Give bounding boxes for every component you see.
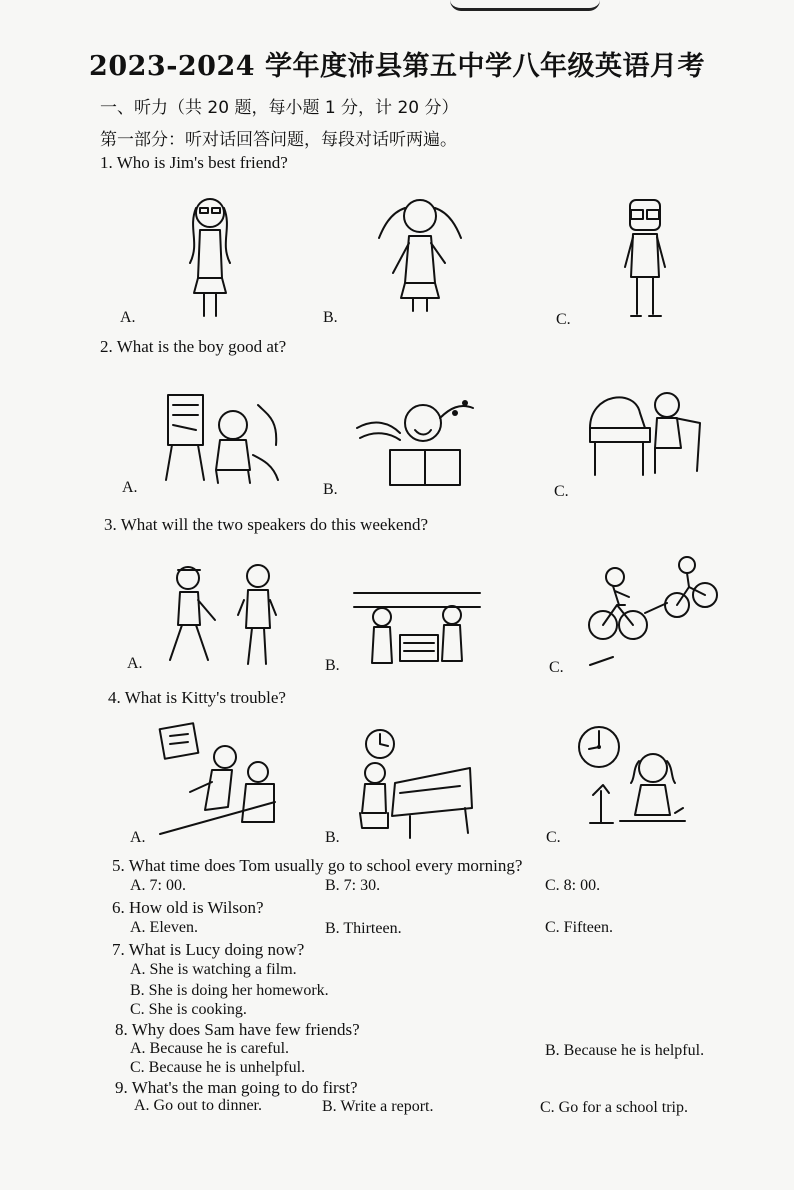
q3-option-c[interactable]: C. — [549, 659, 564, 676]
exam-title: 2023-2024 学年度沛县第五中学八年级英语月考 — [89, 51, 705, 82]
q8-option-c[interactable]: C. Because he is unhelpful. — [130, 1059, 306, 1076]
q6-option-b[interactable]: B. Thirteen. — [325, 920, 402, 937]
q2-option-a[interactable]: A. — [122, 479, 138, 496]
section-heading: 一、听力（共 20 题，每小题 1 分，计 20 分） — [100, 98, 459, 118]
question-5-stem: 5. What time does Tom usually go to school every morning? — [112, 856, 523, 875]
q7-option-a[interactable]: A. She is watching a film. — [130, 961, 297, 978]
q4-option-b[interactable]: B. — [325, 829, 340, 846]
q8-option-a[interactable]: A. Because he is careful. — [130, 1040, 290, 1057]
q2-option-b[interactable]: B. — [323, 481, 338, 498]
question-6-stem: 6. How old is Wilson? — [112, 898, 264, 917]
question-8-stem: 8. Why does Sam have few friends? — [115, 1020, 360, 1039]
q2-picture-c-boy-piano — [585, 383, 705, 488]
q2-picture-a-boy-painting — [158, 385, 283, 490]
question-1-stem: 1. Who is Jim's best friend? — [100, 153, 288, 172]
q7-option-b[interactable]: B. She is doing her homework. — [130, 982, 329, 999]
q2-picture-b-boy-singing — [355, 388, 475, 493]
scan-edge-mark — [450, 0, 600, 11]
q6-option-c[interactable]: C. Fifteen. — [545, 919, 613, 936]
q3-option-b[interactable]: B. — [325, 657, 340, 674]
q1-picture-c-boy-glasses — [615, 192, 675, 327]
q4-picture-c-girl-homework-clock — [575, 723, 690, 843]
q5-option-b[interactable]: B. 7: 30. — [325, 877, 381, 894]
question-7-stem: 7. What is Lucy doing now? — [112, 940, 305, 959]
q3-picture-b-shopping-market — [352, 585, 482, 670]
q6-option-a[interactable]: A. Eleven. — [130, 919, 198, 936]
question-9-stem: 9. What's the man going to do first? — [115, 1078, 358, 1097]
q5-option-c[interactable]: C. 8: 00. — [545, 877, 601, 894]
q3-picture-a-two-people-hiking — [160, 560, 285, 675]
q1-picture-b-girl-pigtails — [375, 188, 465, 318]
part-instructions: 第一部分：听对话回答问题，每段对话听两遍。 — [100, 130, 457, 150]
q7-option-c[interactable]: C. She is cooking. — [130, 1001, 247, 1018]
q2-option-c[interactable]: C. — [554, 483, 569, 500]
question-3-stem: 3. What will the two speakers do this weekend? — [104, 515, 429, 534]
q9-option-c[interactable]: C. Go for a school trip. — [540, 1099, 688, 1116]
q8-option-b[interactable]: B. Because he is helpful. — [545, 1042, 705, 1059]
q9-option-a[interactable]: A. Go out to dinner. — [134, 1097, 262, 1114]
question-4-stem: 4. What is Kitty's trouble? — [108, 688, 286, 707]
question-2-stem: 2. What is the boy good at? — [100, 337, 287, 356]
q3-picture-c-riding-bikes — [585, 555, 720, 675]
q4-option-a[interactable]: A. — [130, 829, 146, 846]
q4-option-c[interactable]: C. — [546, 829, 561, 846]
q4-picture-b-playing-piano-clock — [350, 728, 475, 848]
q1-option-b[interactable]: B. — [323, 309, 338, 326]
q4-picture-a-sick-in-bed — [150, 722, 280, 842]
q9-option-b[interactable]: B. Write a report. — [322, 1098, 434, 1115]
q1-picture-a-girl-long-hair — [170, 188, 250, 323]
q1-option-a[interactable]: A. — [120, 309, 136, 326]
q5-option-a[interactable]: A. 7: 00. — [130, 877, 186, 894]
q3-option-a[interactable]: A. — [127, 655, 143, 672]
q1-option-c[interactable]: C. — [556, 311, 571, 328]
